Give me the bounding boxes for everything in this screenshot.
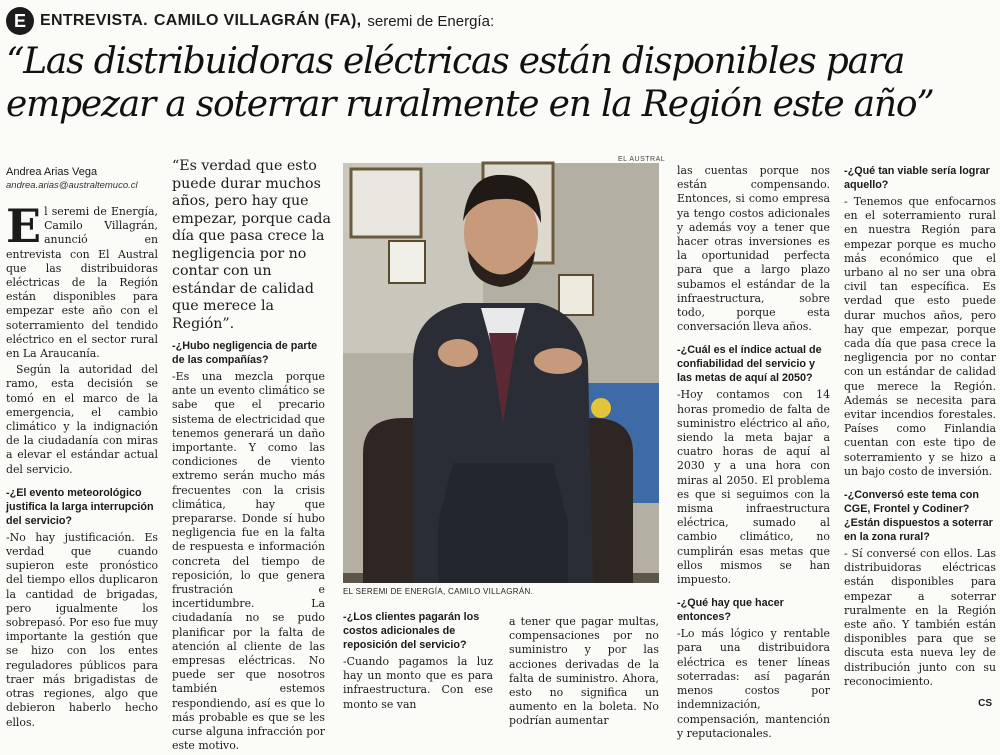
end-mark: CS — [978, 698, 992, 709]
answer-continuation: las cuentas porque nos están compensando. Entonces, si como empresa ya tengo costos adicionales y además voy a tener que hacer otras inversiones es la oportunidad perfecta para que a largo plazo subamos el estándar de la infraestructura, sobre todo, porque esta conversación lleva años. — [677, 164, 830, 334]
answer: -Hoy contamos con 14 horas promedio de falta de suministro eléctrico al año, siendo la meta bajar a cuatro horas de aquí al 2030 y a una hora con miras al 2050. El problema es que si seguimos con la misma infraestructura eléctrica, sumado al cambio climático, no cumplirán esas metas que ellos mismos se han impuesto. — [677, 388, 830, 587]
byline-author: Andrea Arias Vega — [6, 166, 98, 178]
section-badge: E — [6, 7, 34, 35]
kicker — [6, 6, 494, 36]
column-2 — [172, 330, 325, 755]
question: -¿Qué hay que hacer entonces? — [677, 597, 784, 624]
column-6 — [844, 164, 996, 691]
answer: -Cuando pagamos la luz hay un monto que es para infraestructura. Con ese monto se van — [343, 655, 493, 711]
intro-paragraph: El seremi de Energía, Camilo Villagrán, anunció en entrevista con El Austral que las distribuidoras eléctricas de la Región están disponibles para empezar este año con el soterramiento del tendido eléctrico en el sector rural en La Araucanía. — [6, 199, 158, 361]
question: -¿Hubo negligencia de parte de las compañías? — [172, 340, 318, 366]
column-4 — [509, 615, 659, 731]
question: -¿Conversó este tema con CGE, Frontel y Codiner? ¿Están dispuestos a soterrar en la zona rural? — [844, 489, 993, 544]
question: -¿Cuál es el índice actual de confiabilidad del servicio y las metas de aquí al 2050? — [677, 344, 822, 385]
byline-email: andrea.arias@australtemuco.cl — [6, 180, 138, 191]
interviewee-role: seremi de Energía: — [367, 12, 495, 30]
answer: -Lo más lógico y rentable para una distribuidora eléctrica es tener líneas soterradas: así pagarán menos costos por indemnización, compensación, mantención y reputacionales. — [677, 627, 830, 740]
section-label: ENTREVISTA. — [40, 12, 148, 29]
answer: -Es una mezcla porque ante un evento climático se sabe que el precario sistema de electricidad que tenemos generará un daño importante. Y como las condiciones de viento extremo serán mucho más frecuentes con la crisis climática, hay que prepararse. Donde sí hubo negligencia fue en la falta de respuesta e información concreta del tiempo de reposición, lo que genera frustración e incertidumbre. La ciudadanía no se pudo planificar por la falta de atención al cliente de las empresas eléctricas. No puede ser que nosotros también estemos respondiendo, así es que lo más probable es que se les curse alguna infracción por este motivo. — [172, 370, 325, 753]
pull-quote: “Es verdad que esto puede durar muchos años, pero hay que empezar, porque cada día que pasa crece la negligencia por no contar con un estándar de calidad que merece la Región”. — [172, 158, 331, 332]
answer-continuation: a tener que pagar multas, compensaciones por no suministro y por las acciones derivadas de la falta de suministro. Ahora, esto no significa un aumento en la boleta. No podrían aumentar — [509, 615, 659, 728]
interviewee-name: CAMILO VILLAGRÁN (FA), — [153, 12, 362, 29]
column-1 — [6, 166, 158, 732]
answer: - Tenemos que enfocarnos en el soterramiento rural en nuestra Región para empezar porque es mucho más económico que el urbano al no ser una obra civil tan específica. Es verdad que esto puede durar muchos años, pero hay que empezar, porque cada día que pasa crece la negligencia por no contar con un estándar de calidad que merece la Región. Además se necesita para evitar incendios forestales. Países como Finlandia cuentan con este tipo de soterramiento y se hizo a un bajo costo de inversión. — [844, 195, 996, 478]
question: -¿El evento meteorológico justifica la larga interrupción del servicio? — [6, 486, 154, 527]
photo-caption: EL SEREMI DE ENERGÍA, CAMILO VILLAGRÁN. — [343, 587, 534, 596]
answer: - Sí conversé con ellos. Las distribuidoras eléctricas están disponibles para empezar a soterrar ruralmente en la Región este año. Y también están disponibles para que se discuta esta nueva ley de distribución junto con su reconocimiento. — [844, 547, 996, 688]
question: -¿Qué tan viable sería lograr aquello? — [844, 165, 990, 191]
headline: “Las distribuidoras eléctricas están disponibles para empezar a soterrar ruralmente en la Región este año” — [6, 41, 934, 125]
column-3 — [343, 601, 493, 714]
photo-credit: EL AUSTRAL — [618, 156, 666, 163]
paragraph: Según la autoridad del ramo, esta decisión se tomó en el marco de la emergencia, el cambio climático y la indignación de la ciudadanía con miras a elevar el estándar actual del servicio. — [6, 363, 158, 476]
answer: -No hay justificación. Es verdad que cuando supieron este pronóstico del tiempo ellos duplicaron la cantidad de brigadas, pero igualmente los sobrepasó. Por eso fue muy importante la gestión que se hizo con los entes reguladores públicos para traer más brigadistas de otras regiones, algo que debieron haberlo hecho ellos. — [6, 530, 158, 729]
drop-cap: E — [6, 199, 42, 253]
interview-photo — [343, 163, 659, 583]
photo-illustration — [343, 163, 659, 583]
question: -¿Los clientes pagarán los costos adicionales de reposición del servicio? — [343, 611, 480, 651]
column-5 — [677, 164, 830, 743]
